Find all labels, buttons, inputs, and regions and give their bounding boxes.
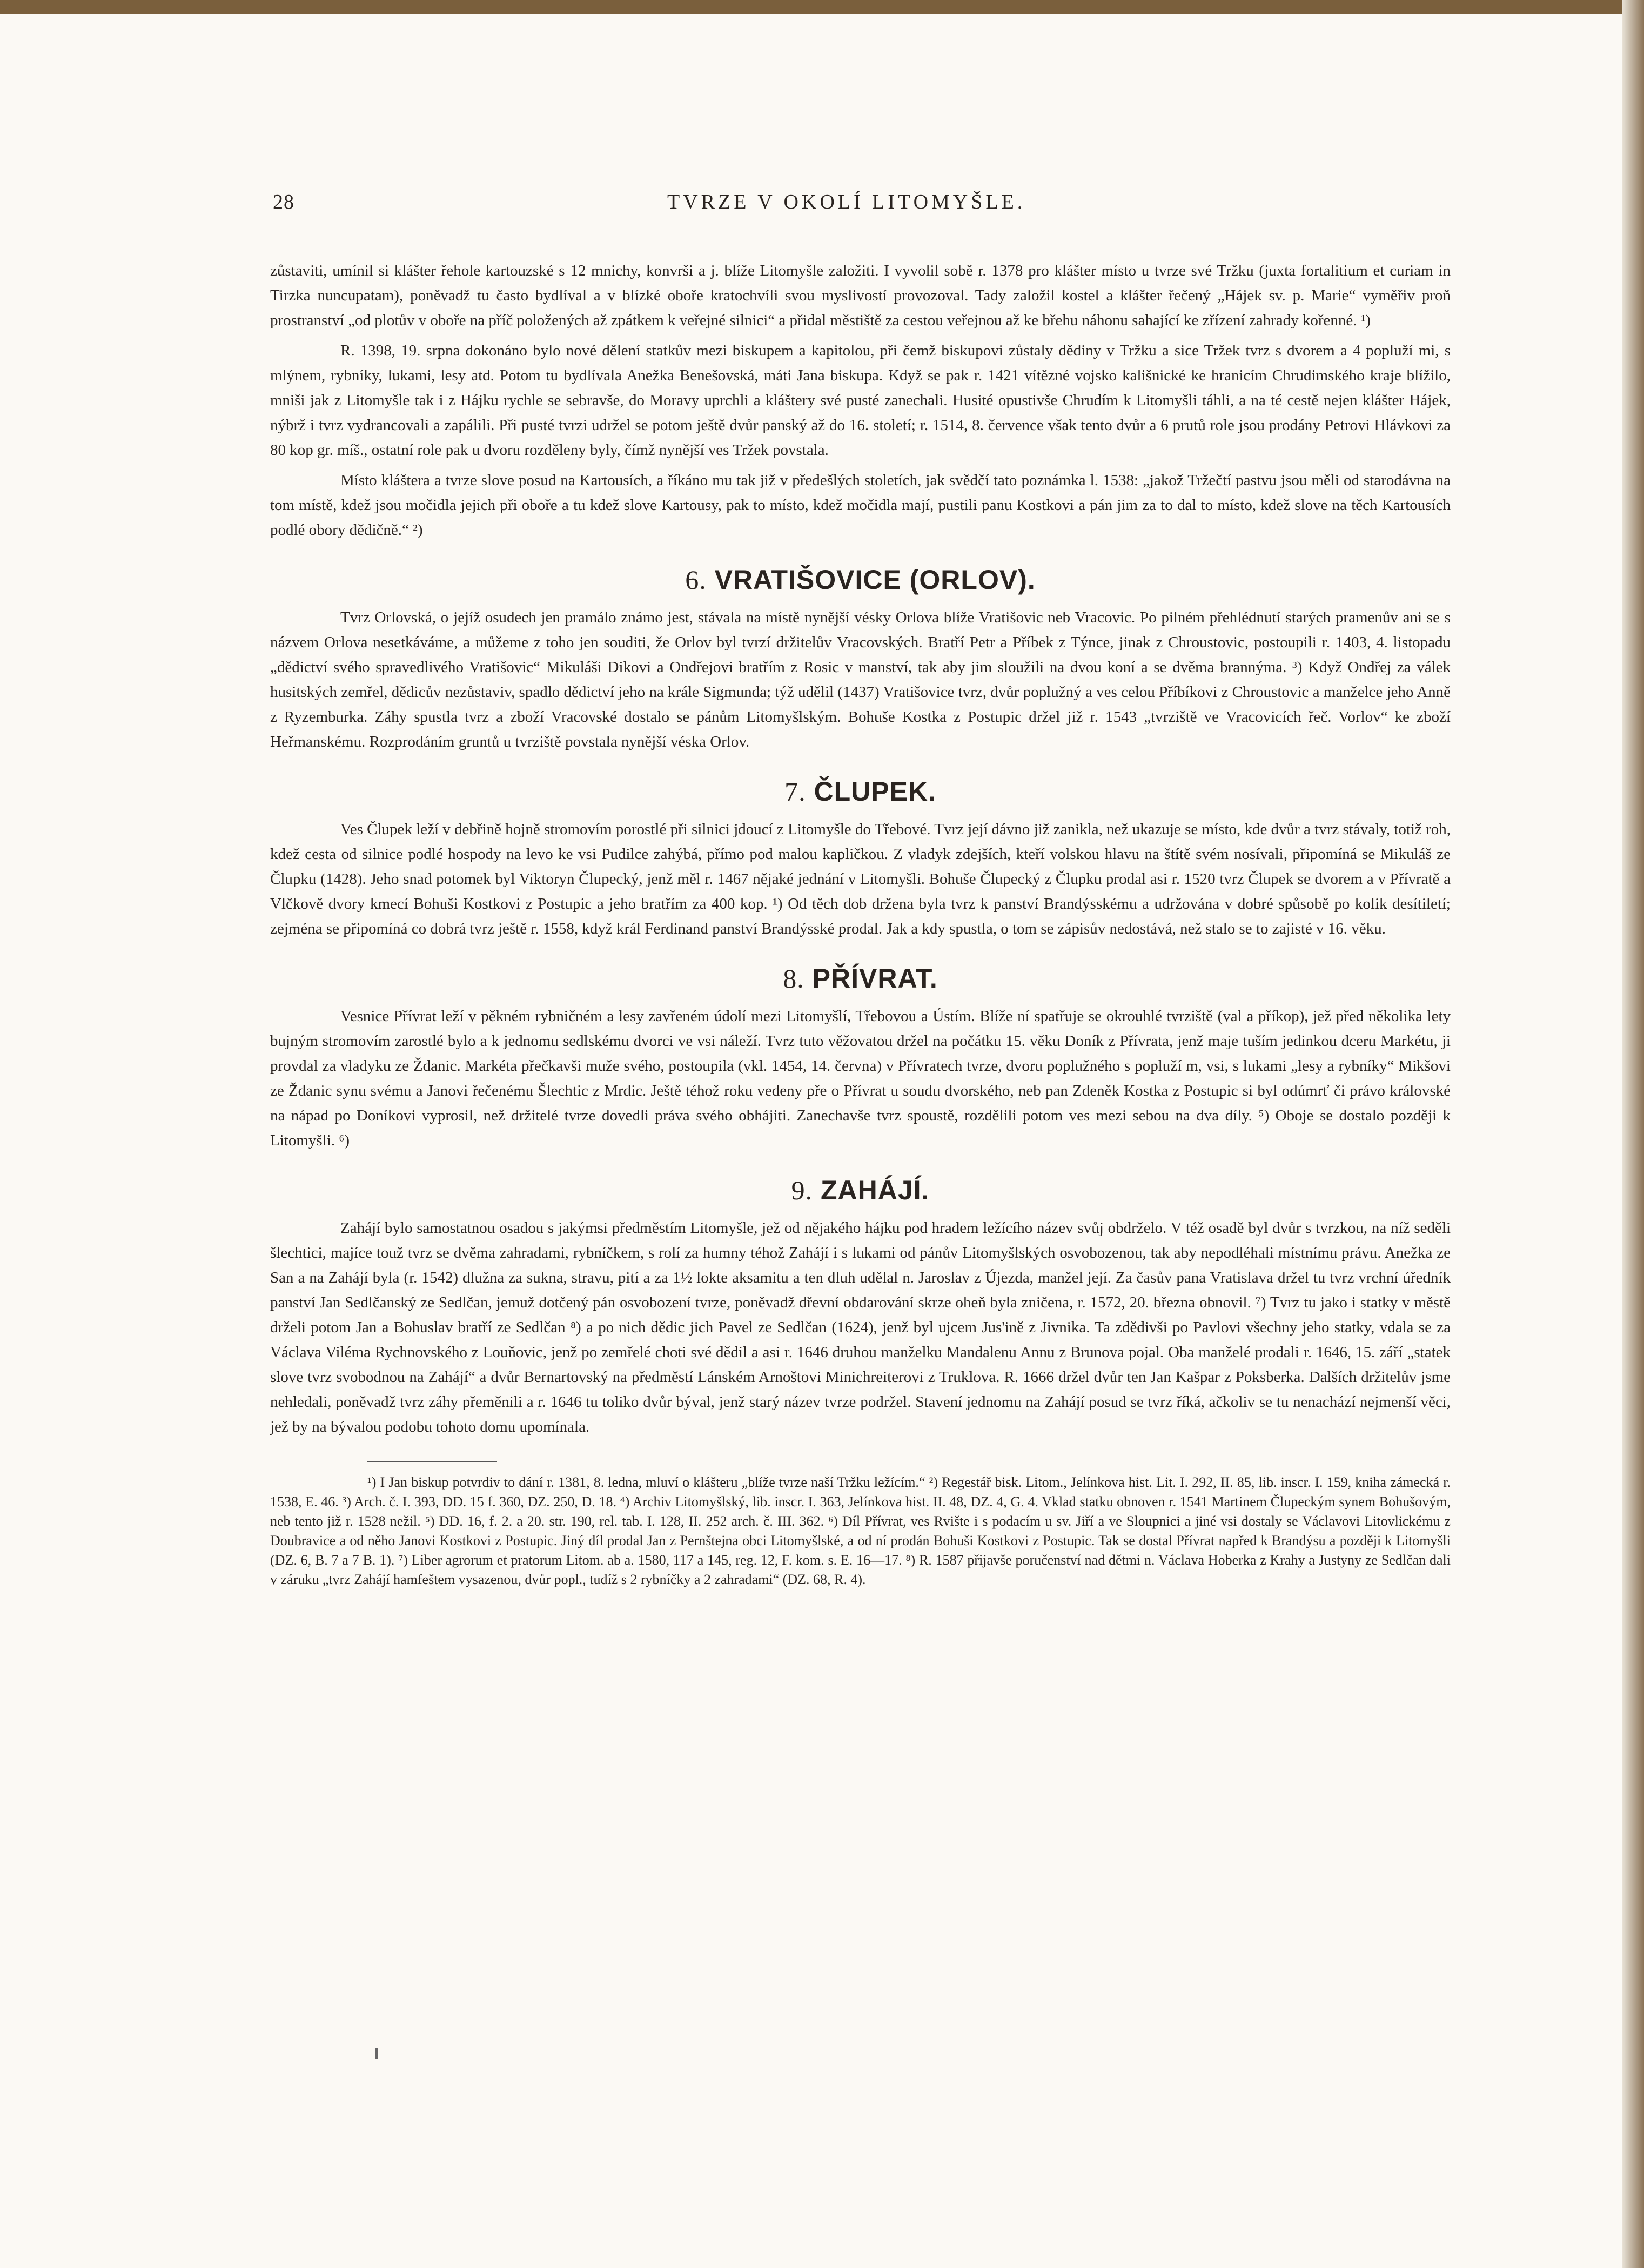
section-number: 6. <box>685 565 707 595</box>
section-number: 8. <box>783 963 804 994</box>
intro-paragraph: R. 1398, 19. srpna dokonáno bylo nové dělení statkův mezi biskupem a kapitolou, při čemž biskupovi zůstaly dědiny v Tržku a sice Tržek tvrz s dvorem a 4 popluží mi, s mlýnem, rybníky, lukami, lesy atd. Potom tu bydlívala Anežka Benešovská, máti Jana biskupa. Když se pak r. 1421 vítězné vojsko kališnické ke hranicím Chrudimského kraje blížilo, mniši jak z Litomyšle tak i z Hájku rychle se sebravše, do Moravy uprchli a kláštery své pusté zanechali. Husité opustivše Chrudím k Litomyšli táhli, a na té cestě nejen klášter Hájek, nýbrž i tvrz vydrancovali a zapálili. Při pusté tvrzi udržel se potom ještě dvůr panský až do 16. století; r. 1514, 8. července však tento dvůr a 6 prutů role jsou prodány Petrovi Hlávkovi za 80 kop gr. míš., ostatní role pak u dvoru rozděleny byly, čímž nynější ves Tržek povstala. <box>270 342 1451 459</box>
page-header <box>0 190 1644 223</box>
running-title: TVRZE V OKOLÍ LITOMYŠLE. <box>667 191 1026 213</box>
footnote-text: ¹) I Jan biskup potvrdiv to dání r. 1381, 8. ledna, mluví o klášteru „blíže tvrze naší Tržku ležícím.“ ²) Regestář bisk. Litom., Jelínkova hist. Lit. I. 292, II. 85, lib. inscr. I. 159, kniha zámecká r. 1538, E. 46. ³) Arch. č. I. 393, DD. 15 f. 360, DZ. 250, D. 18. ⁴) Archiv Litomyšlský, lib. inscr. I. 363, Jelínkova hist. II. 48, DZ. 4, G. 4. Vklad statku obnoven r. 1541 Martinem Člupeckým synem Bohušovým, neb tento již r. 1528 nežil. ⁵) DD. 16, f. 2. a 20. str. 190, rel. tab. I. 128, II. 252 arch. č. III. 362. ⁶) Díl Přívrat, ves Rvište i s podacím u sv. Jiří a ve Sloupnici a jiné vsi dostaly se Václavovi Litovlickému z Doubravice a od něho Janovi Kostkovi z Postupic. Jiný díl prodal Jan z Pernštejna obci Litomyšlské, a od ní prodán Bohuši Kostkovi z Postupic. Tak se dostal Přívrat napřed k Brandýsu a později k Litomyšli (DZ. 6, B. 7 a 7 B. 1). ⁷) Liber agrorum et pratorum Litom. ab a. 1580, 117 a 145, reg. 12, F. kom. s. E. 16—17. ⁸) R. 1587 přijavše poručenství nad dětmi n. Václava Hoberka z Krahy a Justyny ze Sedlčan dali v záruku „tvrz Zahájí hamfeštem vysazenou, dvůr popl., tudíž s 2 rybníčky a 2 zahradami“ (DZ. 68, R. 4). <box>270 1474 1451 1587</box>
intro-paragraph: Místo kláštera a tvrze slove posud na Kartousích, a říkáno mu tak již v předešlých stoletích, jak svědčí tato poznámka l. 1538: „jakož Tržečtí pastvu jsou měli od starodávna na tom místě, kdež jsou močidla jejich při oboře a tu kdež slove Kartousy, pak to místo, kdež močidla mají, pustili panu Kostkovi a pán jim za to dal to místo, kdež slove na těch Kartousích podlé obory dědičně.“ ²) <box>270 472 1451 539</box>
section-heading-privrat <box>270 963 1451 994</box>
section-heading-vratisovice <box>270 564 1451 595</box>
section-number: 9. <box>791 1175 813 1205</box>
section-title: ZAHÁJÍ. <box>820 1175 930 1205</box>
scan-mark <box>375 2048 378 2059</box>
scan-top-edge <box>0 0 1644 14</box>
section-paragraph: Vesnice Přívrat leží v pěkném rybničném a lesy zavřeném údolí mezi Litomyšlí, Třebovou a Ústím. Blíže ní spatřuje se okrouhlé tvrziště (val a příkop), jež před několika lety bujným stromovím zarostlé bylo a k jednomu sedlskému dvorci ve vsi náleží. Tvrz tuto věžovatou držel na počátku 15. věku Doník z Přívrata, jenž maje tuším jedinkou dceru Markétu, ji provdal za vladyku ze Ždanic. Markéta přečkavši muže svého, postoupila (vkl. 1454, 14. června) v Přívratech tvrze, dvoru poplužného s popluží m, vsi, s lukami „lesy a rybníky“ Mikšovi ze Ždanic synu svému a Janovi řečenému Šlechtic z Mrdic. Ještě téhož roku vedeny pře o Přívrat u soudu dvorského, neb pan Zdeněk Kostka z Postupic si byl odúmrť či právo královské na nápad po Doníkovi vyprosil, než držitelé tvrze dovedli práva svého obhájiti. Zanechavše tvrz spoustě, rozdělili potom ves mezi sebou na dva díly. ⁵) Oboje se dostalo později k Litomyšli. ⁶) <box>270 1008 1451 1149</box>
section-paragraph: Zahájí bylo samostatnou osadou s jakýmsi předměstím Litomyšle, jež od nějakého hájku pod hradem ležícího název svůj obdrželo. V též osadě byl dvůr s tvrzkou, na níž seděli šlechtici, majíce touž tvrz se dvěma zahradami, rybníčkem, s rolí za humny téhož Zahájí i s lukami od pánův Litomyšlských osvobozenou, tak aby nepodléhali místnímu právu. Anežka ze San a na Zahájí byla (r. 1542) dlužna za sukna, stravu, pití a za 1½ lokte aksamitu a ten dluh udělal n. Jaroslav z Újezda, manžel její. Za časův pana Vratislava držel tu tvrz vrchní úředník panství Jan Sedlčanský ze Sedlčan, jemuž dotčený pán osvobození tvrze, poněvadž dřevní obdarování skrze oheň byla zničena, r. 1572, 20. března obnovil. ⁷) Tvrz tu jako i statky v městě drželi potom Jan a Bohuslav bratří ze Sedlčan ⁸) a po nich dědic jich Pavel ze Sedlčan (1624), jenž byl ujcem Jus'ině z Jivnika. Ta zdědivši po Pavlovi všechny jeho statky, vdala se za Václava Viléma Rychnovského z Louňovic, jenž po zemřelé choti své dědil a asi r. 1646 druhou manželku Mandalenu Annu z Brunova pojal. Oba manželé prodali r. 1646, 15. září „statek slove tvrz svobodnou na Zahájí“ a dvůr Bernartovský na předměstí Lánském Arnoštovi Minichreiterovi z Truklova. R. 1666 držel dvůr ten Jan Kašpar z Poksberka. Dalších držitelův jsme nehledali, poněvadž tvrz záhy přeměnili a r. 1646 tu toliko dvůr býval, jenž starý název tvrze podržel. Stavení jednomu na Zahájí posud se tvrz říká, ačkoliv se tu nenachází nejmenší věci, jež by na bývalou podobu tohoto domu upomínala. <box>270 1219 1451 1435</box>
footnote-divider <box>367 1461 497 1462</box>
page-number: 28 <box>273 191 294 213</box>
section-heading-zahaji <box>270 1175 1451 1206</box>
section-title: PŘÍVRAT. <box>812 963 938 994</box>
main-text <box>270 258 1451 1589</box>
scan-right-edge <box>1622 0 1644 2268</box>
section-paragraph: Tvrz Orlovská, o jejíž osudech jen pramálo známo jest, stávala na místě nynější vésky Orlova blíže Vratišovic neb Vracovic. Po pilném přehlédnutí starých pramenův ani se s názvem Orlova nesetkáváme, a můžeme z toho jen souditi, že Orlov byl tvrzí držitelův Vracovských. Bratří Petr a Příbek z Týnce, jinak z Chroustovic, postoupili r. 1403, 4. listopadu „dědictví svého spravedlivého Vratišovic“ Mikuláši Dikovi a Ondřejovi bratřím z Rosic v manství, tak aby jim sloužili na dvou koní a se dvěma brannýma. ³) Když Ondřej za válek husitských zemřel, dědicův nezůstaviv, spadlo dědictví jeho na krále Sigmunda; týž udělil (1437) Vratišovice tvrz, dvůr poplužný a ves celou Příbíkovi z Chroustovic a manželce jeho Anně z Ryzemburka. Záhy spustla tvrz a zboží Vracovské dostalo se pánům Litomyšlským. Bohuše Kostka z Postupic držel již r. 1543 „tvrziště ve Vracovicích řeč. Vorlov“ ke zboží Heřmanskému. Rozprodáním gruntů u tvrziště povstala nynější véska Orlov. <box>270 609 1451 750</box>
section-title: VRATIŠOVICE (ORLOV). <box>714 565 1036 595</box>
section-number: 7. <box>784 776 806 807</box>
intro-paragraph: zůstaviti, umínil si klášter řehole kartouzské s 12 mnichy, konvrši a j. blíže Litomyšle založiti. I vyvolil sobě r. 1378 pro klášter místo u tvrze své Tržku (juxta fortalitium et curiam in Tirzka nuncupatam), poněvadž tu často bydlíval a v blízké oboře kratochvíli svou myslivostí provozoval. Tady založil kostel a klášter řečený „Hájek sv. p. Marie“ vyměřiv proň prostranství „od plotův v oboře na příč položených až zpátkem k veřejné silnici“ a přidal městiště za cestou veřejnou až ke břehu náhonu sahající ke zřízení zahrady kořenné. ¹) <box>270 262 1451 329</box>
section-heading-clupek <box>270 776 1451 807</box>
section-title: ČLUPEK. <box>814 776 936 807</box>
footnotes <box>270 1473 1451 1589</box>
section-paragraph: Ves Člupek leží v debřině hojně stromovím porostlé při silnici jdoucí z Litomyšle do Třebové. Tvrz její dávno již zanikla, než ukazuje se místo, kde dvůr a tvrz stávaly, totiž roh, kdež cesta od silnice podlé hospody na levo ke vsi Pudilce zahýbá, přímo pod malou kapličkou. Z vladyk zdejších, kteří volskou hlavu na štítě svém nosívali, připomíná se Mikuláš ze Člupku (1428). Jeho snad potomek byl Viktoryn Člupecký, jenž měl r. 1467 nějaké jednání v Litomyšli. Bohuše Člupecký z Člupku prodal asi r. 1520 tvrz Člupek se dvorem a v Přívratě a Vlčkově dvory kmecí Bohuši Kostkovi z Postupic a jeho bratřím za 400 kop. ¹) Od těch dob držena byla tvrz k panství Brandýsskému a udržována v dobré spůsobě po kolik desítiletí; zejména se připomíná co dobrá tvrz ještě r. 1558, když král Ferdinand panství Brandýsské prodal. Jak a kdy spustla, o tom se zápisův nedostává, než stalo se to zajisté v 16. věku. <box>270 821 1451 937</box>
